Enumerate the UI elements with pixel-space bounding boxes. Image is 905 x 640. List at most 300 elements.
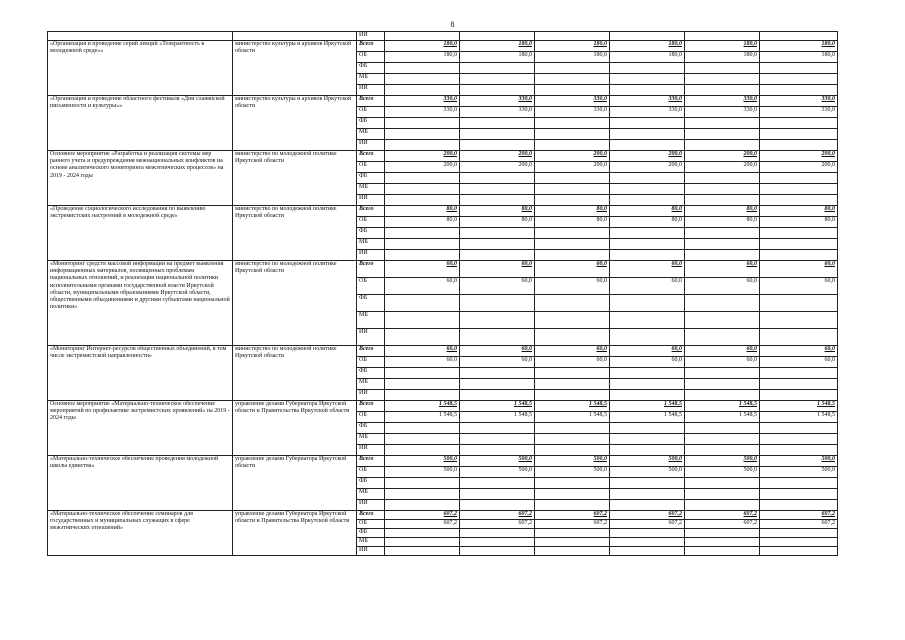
activity-name-cell: «Мониторинг средств массовой информации на предмет выявления информационных материалов, посвященных проблемам национальных отношений, и реализации национальной политики исполнительными органами государственной власти Иркутской области, муниципальными образованиями Иркутской области, общественными объединениями и другими субъектами национальной политики» (48, 261, 233, 346)
value-cell: 60,0 (460, 261, 535, 278)
value-cell: 60,0 (610, 357, 685, 368)
funding-source-cell: ФБ (357, 63, 385, 74)
value-cell: 200,0 (610, 162, 685, 173)
value-cell (760, 129, 838, 140)
value-cell (535, 423, 610, 434)
value-cell (385, 74, 460, 85)
value-cell (460, 85, 535, 96)
table-row (48, 456, 838, 467)
value-cell: 200,0 (385, 162, 460, 173)
value-cell (385, 295, 460, 312)
table-row (48, 401, 838, 412)
value-cell (535, 547, 610, 556)
value-cell (460, 329, 535, 346)
value-cell (610, 74, 685, 85)
value-cell (535, 250, 610, 261)
value-cell (460, 32, 535, 41)
value-cell (760, 63, 838, 74)
funding-source-cell: ИИ (357, 329, 385, 346)
value-cell: 1 548,5 (685, 401, 760, 412)
value-cell (385, 140, 460, 151)
value-cell: 60,0 (460, 346, 535, 357)
value-cell: 180,0 (760, 52, 838, 63)
value-cell (760, 118, 838, 129)
funding-source-cell: ИИ (357, 445, 385, 456)
value-cell: 607,2 (535, 520, 610, 529)
value-cell (535, 538, 610, 547)
executor-cell: министерство культуры и архивов Иркутской области (233, 41, 357, 96)
value-cell (685, 129, 760, 140)
value-cell (610, 368, 685, 379)
value-cell: 60,0 (760, 357, 838, 368)
value-cell (385, 118, 460, 129)
value-cell: 180,0 (460, 41, 535, 52)
value-cell: 1 548,5 (460, 401, 535, 412)
value-cell (610, 173, 685, 184)
value-cell (610, 445, 685, 456)
value-cell (610, 478, 685, 489)
value-cell (685, 228, 760, 239)
value-cell (610, 85, 685, 96)
value-cell (610, 500, 685, 511)
value-cell (610, 547, 685, 556)
value-cell (685, 368, 760, 379)
value-cell: 1 548,5 (460, 412, 535, 423)
value-cell (685, 478, 760, 489)
funding-source-cell: ОБ (357, 107, 385, 118)
value-cell: 80,0 (385, 206, 460, 217)
value-cell: 60,0 (685, 261, 760, 278)
value-cell (760, 250, 838, 261)
funding-source-cell: Всего (357, 41, 385, 52)
value-cell: 60,0 (385, 261, 460, 278)
funding-source-cell: ФБ (357, 423, 385, 434)
value-cell (610, 250, 685, 261)
funding-source-cell: Всего (357, 151, 385, 162)
value-cell: 1 548,5 (535, 401, 610, 412)
value-cell: 200,0 (460, 151, 535, 162)
value-cell (460, 140, 535, 151)
value-cell (535, 368, 610, 379)
value-cell (685, 489, 760, 500)
value-cell: 200,0 (685, 151, 760, 162)
table-row (48, 96, 838, 107)
value-cell (610, 228, 685, 239)
value-cell (460, 195, 535, 206)
activity-name-cell: «Материально-техническое обеспечение семинаров для государственных и муниципальных служащих в сфере межэтнических отношений» (48, 511, 233, 556)
funding-source-cell: Всего (357, 401, 385, 412)
value-cell (460, 529, 535, 538)
executor-cell: управление делами Губернатора Иркутской области и Правительства Иркутской области (233, 511, 357, 556)
value-cell: 200,0 (385, 151, 460, 162)
executor-cell: министерство культуры и архивов Иркутской области (233, 96, 357, 151)
value-cell: 500,0 (385, 456, 460, 467)
value-cell (685, 63, 760, 74)
value-cell (685, 74, 760, 85)
value-cell (610, 529, 685, 538)
value-cell (535, 129, 610, 140)
value-cell (685, 32, 760, 41)
value-cell (760, 500, 838, 511)
value-cell (460, 250, 535, 261)
value-cell: 607,2 (535, 511, 610, 520)
value-cell: 1 548,5 (535, 412, 610, 423)
value-cell: 330,0 (760, 96, 838, 107)
value-cell (685, 329, 760, 346)
value-cell: 180,0 (685, 52, 760, 63)
value-cell (610, 129, 685, 140)
value-cell (385, 329, 460, 346)
funding-source-cell: МБ (357, 538, 385, 547)
funding-source-cell: МБ (357, 74, 385, 85)
value-cell (460, 312, 535, 329)
funding-source-cell: Всего (357, 261, 385, 278)
funding-source-cell: ОБ (357, 162, 385, 173)
value-cell: 330,0 (760, 107, 838, 118)
funding-source-cell: ФБ (357, 478, 385, 489)
value-cell: 60,0 (610, 261, 685, 278)
value-cell: 500,0 (610, 467, 685, 478)
value-cell: 500,0 (760, 456, 838, 467)
value-cell: 60,0 (685, 278, 760, 295)
value-cell (685, 538, 760, 547)
value-cell: 80,0 (610, 206, 685, 217)
value-cell (760, 489, 838, 500)
funding-source-cell: ФБ (357, 173, 385, 184)
value-cell: 1 548,5 (760, 401, 838, 412)
executor-cell: министерство по молодежной политике Иркутской области (233, 346, 357, 401)
value-cell (685, 547, 760, 556)
value-cell: 607,2 (685, 520, 760, 529)
value-cell: 1 548,5 (385, 412, 460, 423)
executor-cell (233, 32, 357, 41)
value-cell (610, 379, 685, 390)
table-row-top (48, 32, 838, 41)
value-cell: 1 548,5 (385, 401, 460, 412)
funding-source-cell: ФБ (357, 295, 385, 312)
value-cell (385, 184, 460, 195)
value-cell: 60,0 (460, 278, 535, 295)
executor-cell: министерство по молодежной политике Иркутской области (233, 206, 357, 261)
funding-source-cell: ФБ (357, 368, 385, 379)
value-cell (535, 390, 610, 401)
value-cell (685, 250, 760, 261)
value-cell (760, 423, 838, 434)
value-cell (535, 32, 610, 41)
value-cell: 60,0 (385, 357, 460, 368)
value-cell (760, 538, 838, 547)
value-cell (685, 445, 760, 456)
value-cell (610, 239, 685, 250)
value-cell: 60,0 (610, 278, 685, 295)
value-cell (460, 368, 535, 379)
value-cell: 60,0 (685, 346, 760, 357)
funding-source-cell: МБ (357, 312, 385, 329)
value-cell (760, 32, 838, 41)
value-cell (685, 140, 760, 151)
value-cell (610, 32, 685, 41)
value-cell: 330,0 (460, 96, 535, 107)
funding-source-cell: Всего (357, 206, 385, 217)
value-cell (535, 173, 610, 184)
value-cell: 500,0 (685, 456, 760, 467)
value-cell (760, 379, 838, 390)
executor-cell: управление делами Губернатора Иркутской области и Правительства Иркутской области (233, 401, 357, 456)
name-cell (48, 32, 233, 41)
value-cell: 60,0 (610, 346, 685, 357)
value-cell (535, 195, 610, 206)
value-cell (610, 184, 685, 195)
value-cell: 80,0 (610, 217, 685, 228)
value-cell: 1 548,5 (610, 412, 685, 423)
table-row (48, 151, 838, 162)
value-cell (760, 295, 838, 312)
value-cell (610, 434, 685, 445)
value-cell (610, 195, 685, 206)
value-cell: 500,0 (535, 467, 610, 478)
funding-source-cell: ИИ (357, 85, 385, 96)
source-cell: ИИ (357, 32, 385, 41)
value-cell (460, 295, 535, 312)
value-cell (685, 529, 760, 538)
value-cell (385, 379, 460, 390)
table-row (48, 511, 838, 520)
value-cell (535, 500, 610, 511)
value-cell (685, 118, 760, 129)
value-cell (760, 390, 838, 401)
value-cell (760, 173, 838, 184)
value-cell: 200,0 (610, 151, 685, 162)
value-cell (610, 140, 685, 151)
value-cell (760, 195, 838, 206)
value-cell (760, 368, 838, 379)
funding-source-cell: ИИ (357, 547, 385, 556)
table-row (48, 346, 838, 357)
value-cell (610, 489, 685, 500)
value-cell: 60,0 (535, 346, 610, 357)
value-cell: 607,2 (760, 520, 838, 529)
funding-source-cell: МБ (357, 129, 385, 140)
value-cell: 500,0 (460, 467, 535, 478)
value-cell (760, 312, 838, 329)
value-cell: 330,0 (610, 96, 685, 107)
value-cell: 330,0 (385, 96, 460, 107)
value-cell (535, 312, 610, 329)
value-cell: 180,0 (685, 41, 760, 52)
value-cell: 607,2 (610, 511, 685, 520)
value-cell (535, 74, 610, 85)
funding-source-cell: ОБ (357, 217, 385, 228)
activity-name-cell: Основное мероприятие «Разработка и реализация системы мер раннего учета и предупреждения межнациональных конфликтов на основе аналитического мониторинга межэтнических процессов» на 2019 - 2024 годы (48, 151, 233, 206)
value-cell: 80,0 (535, 206, 610, 217)
value-cell: 607,2 (385, 511, 460, 520)
value-cell (760, 329, 838, 346)
value-cell (685, 173, 760, 184)
table-row (48, 206, 838, 217)
value-cell (610, 390, 685, 401)
value-cell (460, 390, 535, 401)
value-cell: 180,0 (385, 52, 460, 63)
value-cell (685, 500, 760, 511)
value-cell (535, 184, 610, 195)
value-cell: 500,0 (385, 467, 460, 478)
value-cell (385, 423, 460, 434)
value-cell: 80,0 (760, 206, 838, 217)
value-cell (610, 329, 685, 346)
value-cell: 60,0 (385, 346, 460, 357)
value-cell (385, 85, 460, 96)
executor-cell: министерство по молодежной политике Иркутской области (233, 151, 357, 206)
value-cell (460, 547, 535, 556)
value-cell: 330,0 (685, 96, 760, 107)
value-cell (685, 295, 760, 312)
value-cell (685, 239, 760, 250)
value-cell (760, 228, 838, 239)
value-cell: 500,0 (685, 467, 760, 478)
value-cell: 60,0 (385, 278, 460, 295)
value-cell: 200,0 (535, 151, 610, 162)
value-cell (760, 140, 838, 151)
value-cell (535, 239, 610, 250)
value-cell (460, 445, 535, 456)
funding-source-cell: ФБ (357, 529, 385, 538)
value-cell (610, 118, 685, 129)
value-cell: 80,0 (460, 206, 535, 217)
value-cell: 1 548,5 (760, 412, 838, 423)
value-cell: 60,0 (685, 357, 760, 368)
value-cell: 180,0 (385, 41, 460, 52)
value-cell: 180,0 (610, 52, 685, 63)
value-cell (685, 434, 760, 445)
value-cell: 200,0 (685, 162, 760, 173)
value-cell: 500,0 (460, 456, 535, 467)
value-cell (535, 379, 610, 390)
value-cell (460, 228, 535, 239)
value-cell: 330,0 (385, 107, 460, 118)
activity-name-cell: «Материально-техническое обеспечение проведения молодежной школы единства» (48, 456, 233, 511)
value-cell (460, 239, 535, 250)
activity-name-cell: «Проведение социологического исследования по выявлению экстремистских настроений в молодежной среде» (48, 206, 233, 261)
executor-cell: министерство по молодежной политике Иркутской области (233, 261, 357, 346)
value-cell (760, 74, 838, 85)
value-cell (535, 295, 610, 312)
funding-source-cell: ОБ (357, 357, 385, 368)
funding-source-cell: ФБ (357, 228, 385, 239)
value-cell (460, 500, 535, 511)
funding-source-cell: ИИ (357, 140, 385, 151)
value-cell: 500,0 (535, 456, 610, 467)
funding-source-cell: Всего (357, 511, 385, 520)
activity-name-cell: Основное мероприятие «Материально-техническое обеспечение мероприятий по профилактике экстремистских проявлений» на 2019 - 2024 годы (48, 401, 233, 456)
value-cell: 60,0 (535, 278, 610, 295)
value-cell: 80,0 (760, 217, 838, 228)
value-cell (460, 489, 535, 500)
value-cell (385, 500, 460, 511)
value-cell (535, 85, 610, 96)
funding-source-cell: ФБ (357, 118, 385, 129)
value-cell (685, 379, 760, 390)
budget-table (47, 31, 838, 556)
value-cell (760, 184, 838, 195)
value-cell (535, 434, 610, 445)
value-cell (385, 32, 460, 41)
value-cell (760, 547, 838, 556)
value-cell (385, 312, 460, 329)
value-cell (385, 478, 460, 489)
value-cell (385, 129, 460, 140)
value-cell: 607,2 (460, 520, 535, 529)
value-cell: 180,0 (535, 52, 610, 63)
value-cell: 180,0 (760, 41, 838, 52)
value-cell: 330,0 (685, 107, 760, 118)
value-cell (460, 129, 535, 140)
funding-source-cell: ОБ (357, 520, 385, 529)
value-cell (460, 379, 535, 390)
value-cell: 330,0 (610, 107, 685, 118)
value-cell (760, 434, 838, 445)
value-cell (610, 295, 685, 312)
value-cell (685, 184, 760, 195)
value-cell (460, 173, 535, 184)
value-cell (760, 445, 838, 456)
value-cell: 1 548,5 (610, 401, 685, 412)
value-cell (760, 529, 838, 538)
value-cell (460, 74, 535, 85)
funding-source-cell: ИИ (357, 390, 385, 401)
value-cell (460, 478, 535, 489)
value-cell (610, 538, 685, 547)
funding-source-cell: ИИ (357, 500, 385, 511)
value-cell (760, 478, 838, 489)
value-cell: 180,0 (610, 41, 685, 52)
value-cell (460, 538, 535, 547)
value-cell (685, 423, 760, 434)
value-cell: 607,2 (760, 511, 838, 520)
value-cell (535, 63, 610, 74)
funding-source-cell: МБ (357, 239, 385, 250)
value-cell: 80,0 (535, 217, 610, 228)
value-cell (685, 312, 760, 329)
value-cell: 180,0 (460, 52, 535, 63)
value-cell (685, 390, 760, 401)
value-cell: 330,0 (535, 96, 610, 107)
funding-source-cell: Всего (357, 346, 385, 357)
activity-name-cell: «Мониторинг Интернет-ресурсов общественных объединений, в том числе экстремистской направленности» (48, 346, 233, 401)
value-cell (535, 478, 610, 489)
table-row (48, 261, 838, 278)
value-cell: 200,0 (460, 162, 535, 173)
value-cell: 1 548,5 (685, 412, 760, 423)
value-cell (460, 118, 535, 129)
value-cell (385, 173, 460, 184)
value-cell (385, 368, 460, 379)
value-cell (385, 547, 460, 556)
page-number: 8 (450, 20, 455, 29)
funding-source-cell: МБ (357, 434, 385, 445)
value-cell (385, 445, 460, 456)
value-cell (460, 434, 535, 445)
value-cell (385, 239, 460, 250)
funding-source-cell: ОБ (357, 278, 385, 295)
value-cell (760, 85, 838, 96)
value-cell (460, 63, 535, 74)
value-cell (385, 489, 460, 500)
value-cell (460, 184, 535, 195)
value-cell: 60,0 (760, 261, 838, 278)
executor-cell: управление делами Губернатора Иркутской области (233, 456, 357, 511)
value-cell (385, 195, 460, 206)
value-cell (385, 434, 460, 445)
